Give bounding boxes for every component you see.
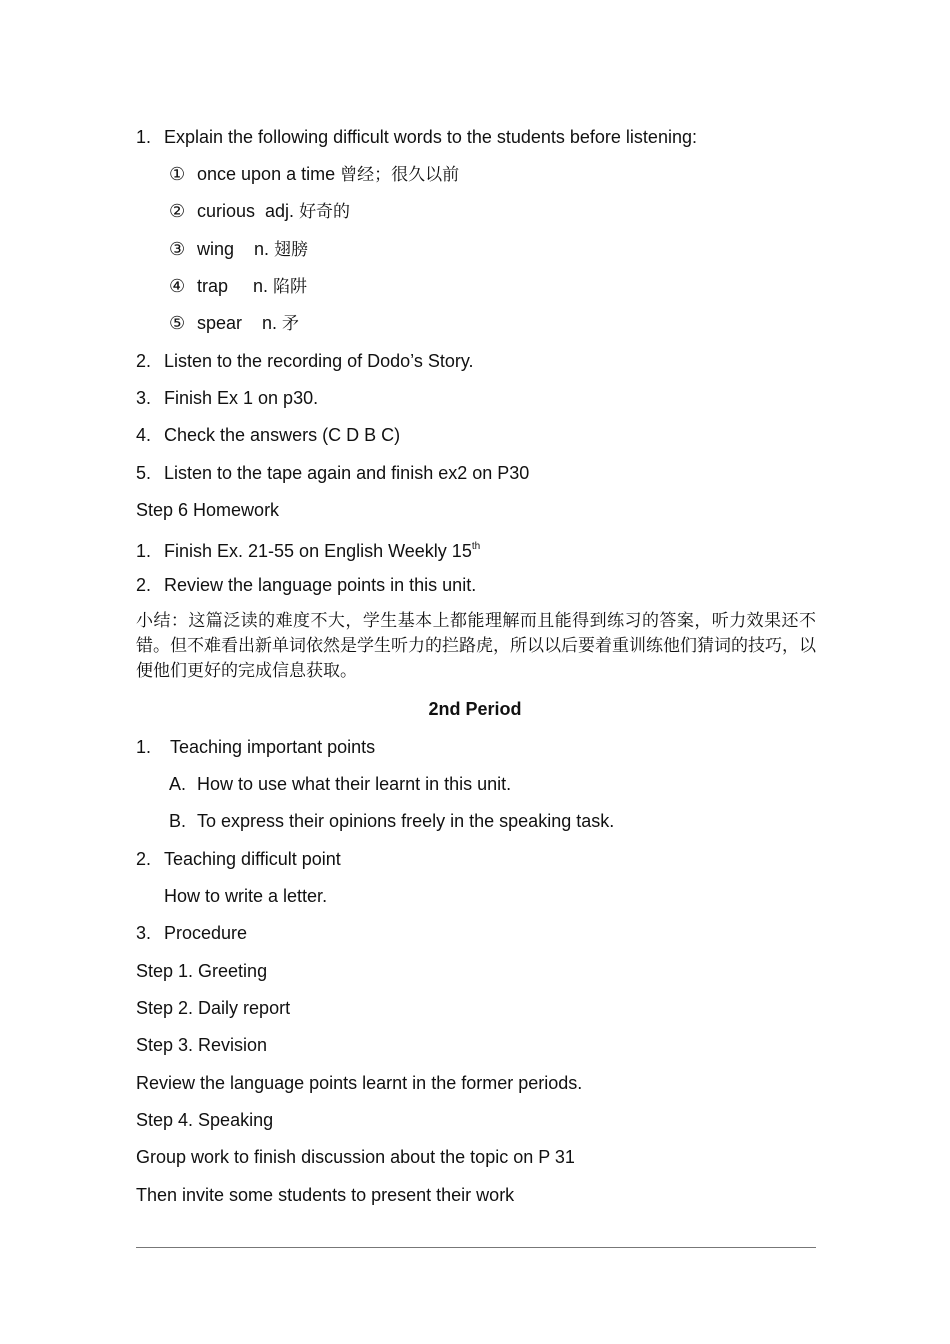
- vocab-chinese: 矛: [282, 314, 300, 334]
- list-number: 1.: [136, 737, 152, 757]
- list-item-review-points: [136, 574, 476, 596]
- list-number: 1.: [136, 541, 152, 561]
- list-item-important-points: [136, 736, 375, 758]
- footer-divider: [136, 1247, 816, 1248]
- vocab-marker: ③: [169, 239, 186, 259]
- vocab-chinese: 曾经；很久以前: [340, 165, 460, 185]
- list-number: 1.: [136, 127, 152, 147]
- vocab-english: wing n.: [197, 239, 275, 259]
- list-item-listen-again: [136, 462, 529, 484]
- vocab-chinese: 好奇的: [299, 202, 351, 222]
- list-text: Listen to the recording of Dodo’s Story.: [164, 351, 474, 371]
- list-item-check-answers: [136, 424, 400, 446]
- list-text: Teaching difficult point: [164, 849, 341, 869]
- step3-heading: Step 3. Revision: [136, 1035, 268, 1055]
- list-text: Check the answers (C D B C): [164, 425, 401, 445]
- sub-marker: A.: [169, 774, 187, 794]
- list-item-finish-ex1: [136, 387, 318, 409]
- list-item-procedure: [136, 922, 247, 944]
- list-number: 2.: [136, 351, 152, 371]
- sub-text: How to use what their learnt in this unit.: [197, 774, 512, 794]
- list-text: Teaching important points: [170, 737, 376, 757]
- list-item-difficult-point: [136, 848, 341, 870]
- list-item-explain-words: [136, 126, 697, 148]
- vocab-chinese: 陷阱: [273, 277, 308, 297]
- vocab-english: once upon a time: [197, 164, 341, 184]
- vocab-english: trap n.: [197, 276, 274, 296]
- step6-heading: Step 6 Homework: [136, 500, 280, 520]
- sub-item-a: [169, 773, 511, 795]
- vocab-english: curious adj.: [197, 201, 300, 221]
- list-text: Finish Ex 1 on p30.: [164, 388, 319, 408]
- vocab-item: [169, 200, 350, 223]
- period-title: 2nd Period: [428, 699, 522, 719]
- sub-item-b: [169, 810, 614, 832]
- list-number: 2.: [136, 849, 152, 869]
- vocab-item: [169, 275, 307, 298]
- difficult-point-detail: How to write a letter.: [164, 886, 328, 906]
- list-number: 3.: [136, 388, 152, 408]
- step4-heading: Step 4. Speaking: [136, 1110, 274, 1130]
- list-text: Listen to the tape again and finish ex2 on P30: [164, 463, 530, 483]
- vocab-marker: ④: [169, 276, 186, 296]
- vocab-english: spear n.: [197, 313, 283, 333]
- vocab-chinese: 翅膀: [274, 240, 309, 260]
- list-item-listen-recording: [136, 350, 474, 372]
- sub-marker: B.: [169, 811, 187, 831]
- vocab-item: [169, 312, 299, 335]
- list-text: Finish Ex. 21-55 on English Weekly 15: [164, 541, 472, 561]
- vocab-item: [169, 238, 308, 261]
- vocab-marker: ①: [169, 164, 186, 184]
- vocab-marker: ⑤: [169, 313, 186, 333]
- sub-text: To express their opinions freely in the speaking task.: [197, 811, 615, 831]
- list-number: 4.: [136, 425, 152, 445]
- summary-paragraph: 小结：这篇泛读的难度不大，学生基本上都能理解而且能得到练习的答案，听力效果还不错。但不难看出新单词依然是学生听力的拦路虎，所以以后要着重训练他们猜词的技巧，以便他们更好的完成信息获取。: [136, 611, 816, 681]
- step2-heading: Step 2. Daily report: [136, 998, 291, 1018]
- list-item-homework-weekly: [136, 536, 480, 562]
- list-text: Review the language points in this unit.: [164, 575, 477, 595]
- step4-text: Then invite some students to present their work: [136, 1185, 515, 1205]
- vocab-marker: ②: [169, 201, 186, 221]
- list-number: 2.: [136, 575, 152, 595]
- vocab-item: [169, 163, 459, 186]
- step1-heading: Step 1. Greeting: [136, 961, 268, 981]
- step3-text: Review the language points learnt in the former periods.: [136, 1073, 583, 1093]
- list-number: 3.: [136, 923, 152, 943]
- list-text: Explain the following difficult words to the students before listening:: [164, 127, 697, 147]
- list-text: Procedure: [164, 923, 248, 943]
- superscript: th: [471, 541, 481, 552]
- list-number: 5.: [136, 463, 152, 483]
- step4-text: Group work to finish discussion about the topic on P 31: [136, 1147, 575, 1167]
